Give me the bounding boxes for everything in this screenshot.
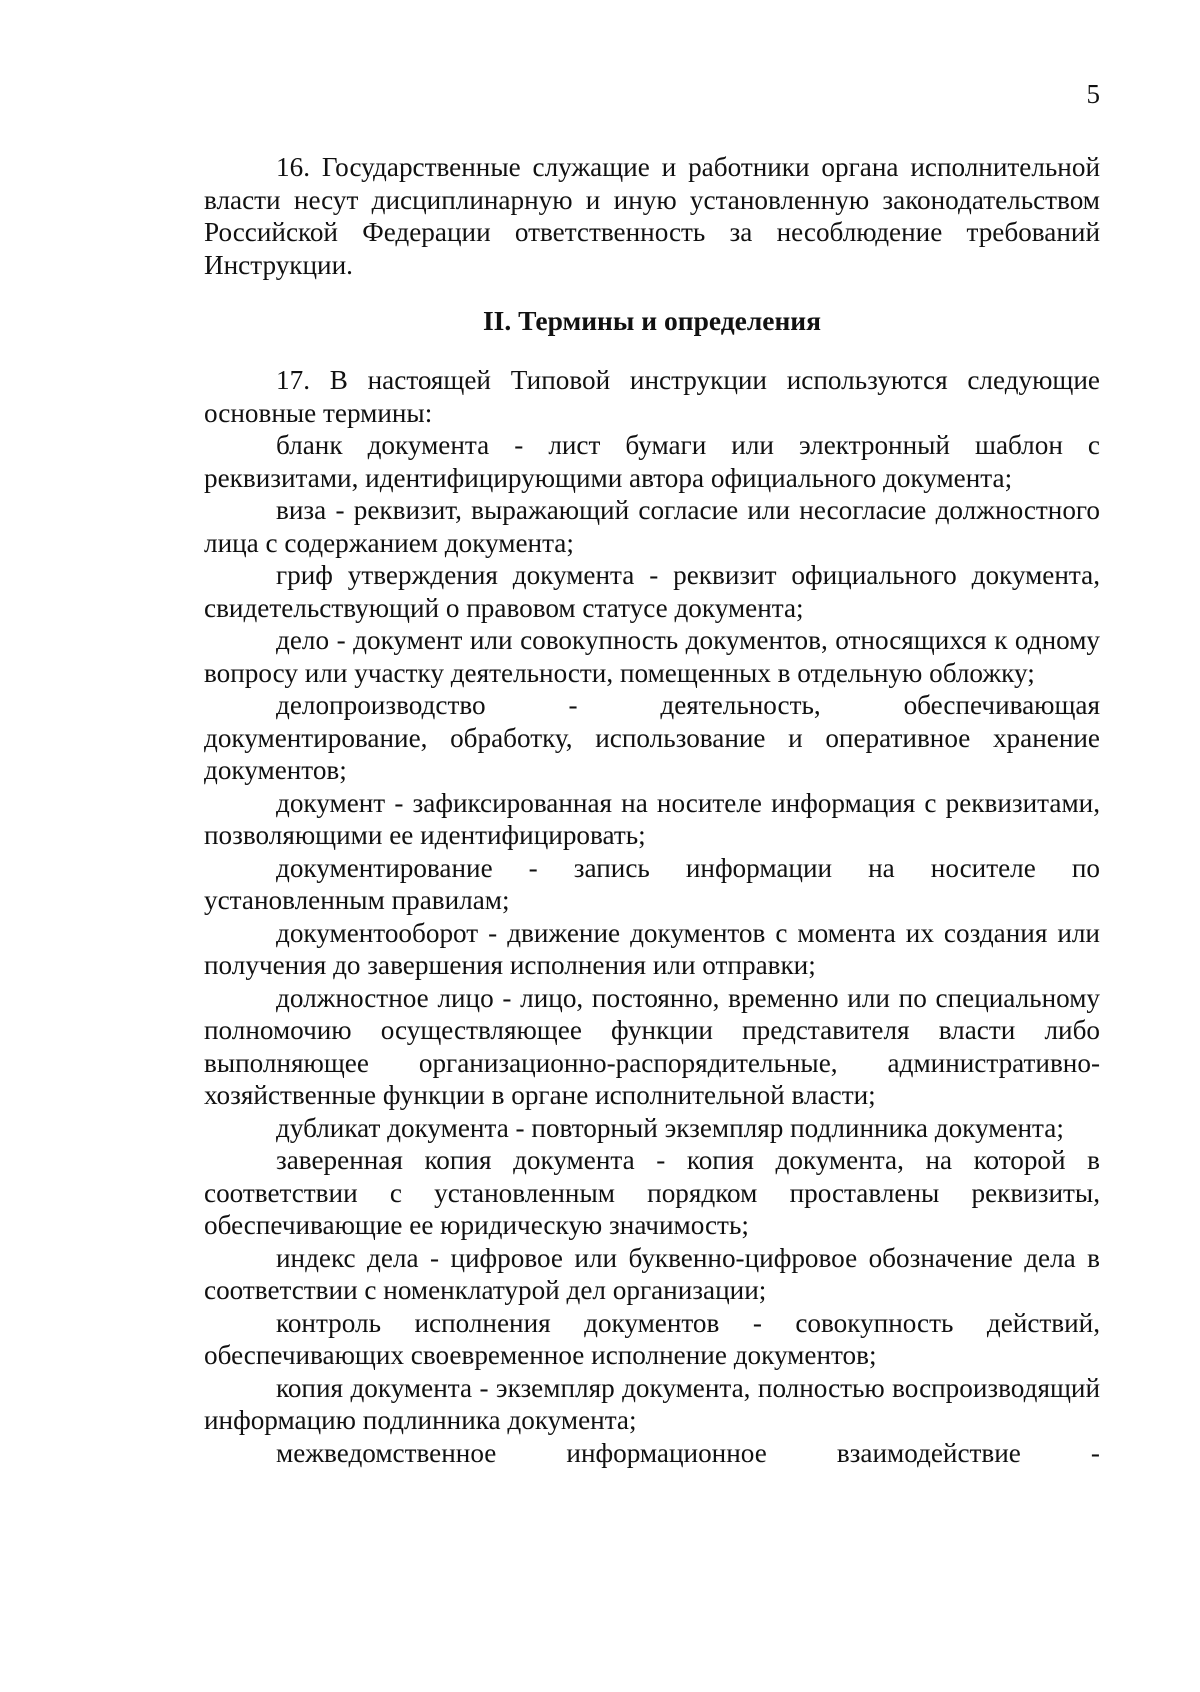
term-item: документирование - запись информации на носителе по установленным правилам; bbox=[204, 852, 1100, 915]
term-item: заверенная копия документа - копия документа, на которой в соответствии с установленным порядком проставлены реквизиты, обеспечивающие ее юридическую значимость; bbox=[204, 1145, 1100, 1240]
term-item: копия документа - экземпляр документа, полностью воспроизводящий информацию подлинника документа; bbox=[204, 1372, 1100, 1435]
term-item: дело - документ или совокупность документов, относящихся к одному вопросу или участку деятельности, помещенных в отдельную обложку; bbox=[204, 625, 1100, 688]
term-item: межведомственное информационное взаимодействие - bbox=[276, 1437, 1100, 1468]
section-heading: II. Термины и определения bbox=[482, 305, 822, 336]
term-item: дубликат документа - повторный экземпляр подлинника документа; bbox=[276, 1112, 1064, 1143]
term-item: документ - зафиксированная на носителе информация с реквизитами, позволяющими ее идентифицировать; bbox=[204, 787, 1100, 850]
terms-list bbox=[204, 429, 1100, 1469]
term-item: должностное лицо - лицо, постоянно, временно или по специальному полномочию осуществляющее функции представителя власти либо выполняющее организационно-распорядительные, административно-хозяйственные функции в органе исполнительной власти; bbox=[204, 982, 1100, 1110]
term-item: делопроизводство - деятельность, обеспечивающая документирование, обработку, использование и оперативное хранение документов; bbox=[204, 690, 1100, 785]
term-item: документооборот - движение документов с момента их создания или получения до завершения исполнения или отправки; bbox=[204, 917, 1100, 980]
paragraph-17: 17. В настоящей Типовой инструкции используются следующие основные термины: bbox=[204, 365, 1100, 428]
document-body bbox=[204, 151, 1100, 1469]
term-item: контроль исполнения документов - совокупность действий, обеспечивающих своевременное исполнение документов; bbox=[204, 1307, 1100, 1370]
paragraph-16: 16. Государственные служащие и работники органа исполнительной власти несут дисциплинарную и иную установленную законодательством Российской Федерации ответственность за несоблюдение требований Инструкции. bbox=[204, 152, 1100, 280]
page-number: 5 bbox=[1086, 79, 1100, 109]
term-item: гриф утверждения документа - реквизит официального документа, свидетельствующий о правовом статусе документа; bbox=[204, 560, 1100, 623]
term-item: индекс дела - цифровое или буквенно-цифровое обозначение дела в соответствии с номенклатурой дел организации; bbox=[204, 1242, 1100, 1305]
term-item: бланк документа - лист бумаги или электронный шаблон с реквизитами, идентифицирующими автора официального документа; bbox=[204, 430, 1100, 493]
term-item: виза - реквизит, выражающий согласие или несогласие должностного лица с содержанием документа; bbox=[204, 495, 1100, 558]
